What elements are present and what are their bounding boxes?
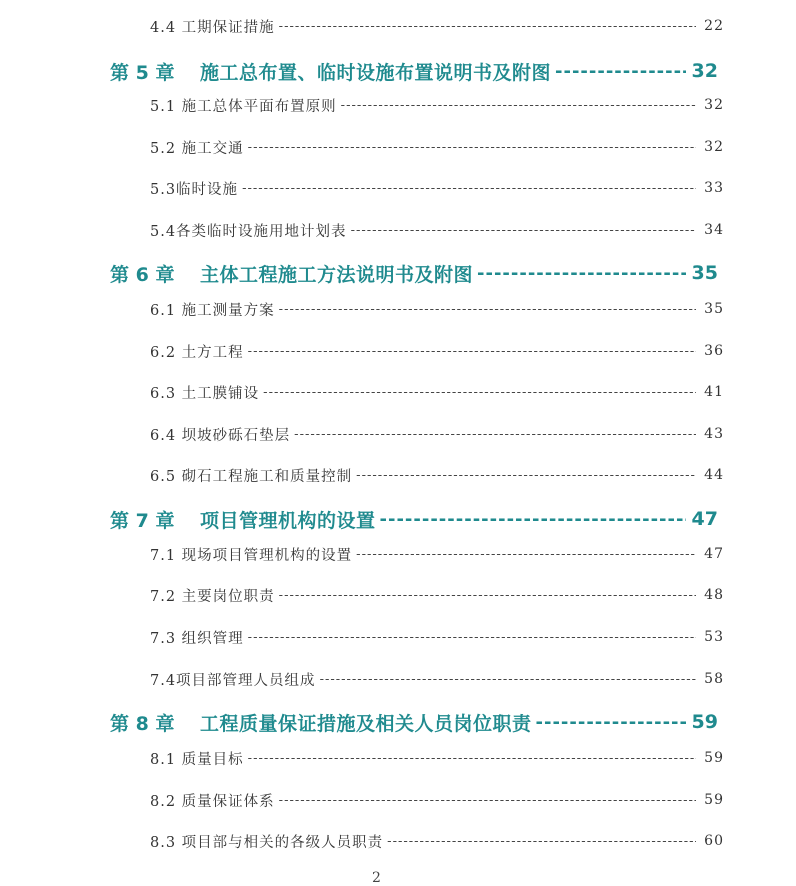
toc-chapter-number: 第 5 章 [110, 61, 175, 84]
toc-section-title: 8.1 质量目标 [150, 751, 244, 768]
toc-section-row [0, 625, 796, 649]
toc-page-number: 33 [704, 180, 724, 196]
toc-chapter-title: 主体工程施工方法说明书及附图 [200, 263, 474, 286]
toc-section-row [0, 788, 796, 812]
toc-leader [555, 60, 686, 82]
footer-page-number: 2 [372, 870, 381, 886]
toc-leader [356, 546, 696, 562]
toc-section-row [0, 463, 796, 487]
toc-chapter-number: 第 8 章 [110, 712, 175, 735]
toc-section-title: 6.1 施工测量方案 [150, 302, 275, 319]
toc-section-title: 6.4 坝坡砂砾石垫层 [150, 427, 291, 444]
toc-leader [320, 671, 696, 687]
toc-chapter-row [0, 504, 796, 534]
toc-section-title: 5.4各类临时设施用地计划表 [150, 223, 347, 240]
toc-section-title: 7.3 组织管理 [150, 630, 244, 647]
toc-page-number: 43 [704, 426, 724, 442]
toc-section-title: 8.2 质量保证体系 [150, 793, 275, 810]
toc-leader [279, 18, 696, 34]
toc-page-number: 41 [704, 384, 724, 400]
toc-leader [279, 301, 696, 317]
toc-leader [248, 139, 696, 155]
toc-page-number: 22 [704, 18, 724, 34]
toc-leader [351, 222, 696, 238]
toc-leader [341, 97, 696, 113]
toc-section-row [0, 542, 796, 566]
toc-leader [294, 426, 696, 442]
toc-page-number: 47 [691, 508, 718, 530]
toc-section-title: 7.4项目部管理人员组成 [150, 672, 316, 689]
toc-leader [279, 587, 696, 603]
toc-section-row [0, 380, 796, 404]
toc-chapter-number: 第 6 章 [110, 263, 175, 286]
toc-page-number: 59 [704, 750, 724, 766]
toc-chapter-number: 第 7 章 [110, 509, 175, 532]
toc-section-row [0, 14, 796, 38]
toc-section-title: 7.1 现场项目管理机构的设置 [150, 547, 353, 564]
toc-page-number: 36 [704, 343, 724, 359]
toc-chapter-title: 工程质量保证措施及相关人员岗位职责 [200, 712, 532, 735]
toc-section-row [0, 135, 796, 159]
toc-leader [477, 262, 686, 284]
toc-section-title: 6.3 土工膜铺设 [150, 385, 260, 402]
toc-section-row [0, 297, 796, 321]
toc-leader [242, 180, 696, 196]
toc-page-number: 32 [704, 139, 724, 155]
toc-chapter-title: 施工总布置、临时设施布置说明书及附图 [200, 61, 552, 84]
toc-section-title: 5.2 施工交通 [150, 140, 244, 157]
toc-page-number: 44 [704, 467, 724, 483]
toc-leader [248, 750, 696, 766]
toc-page-number: 32 [691, 60, 718, 82]
toc-section-row [0, 746, 796, 770]
toc-section-title: 7.2 主要岗位职责 [150, 588, 275, 605]
toc-page-number: 60 [704, 833, 724, 849]
toc-leader [279, 792, 696, 808]
toc-page-number: 47 [704, 546, 724, 562]
toc-section-row [0, 176, 796, 200]
toc-page-number: 59 [691, 711, 718, 733]
toc-chapter-row [0, 56, 796, 86]
toc-section-title: 4.4 工期保证措施 [150, 19, 275, 36]
toc-section-row [0, 93, 796, 117]
toc-leader [387, 833, 696, 849]
toc-page-number: 48 [704, 587, 724, 603]
toc-chapter-row [0, 258, 796, 288]
toc-section-row [0, 422, 796, 446]
toc-leader [536, 711, 686, 733]
toc-section-title: 5.1 施工总体平面布置原则 [150, 98, 337, 115]
toc-section-row [0, 667, 796, 691]
toc-section-title: 8.3 项目部与相关的各级人员职责 [150, 834, 384, 851]
toc-section-row [0, 339, 796, 363]
toc-page-number: 35 [691, 262, 718, 284]
toc-section-row [0, 218, 796, 242]
toc-page-number: 35 [704, 301, 724, 317]
toc-chapter-title: 项目管理机构的设置 [200, 509, 376, 532]
toc-section-title: 6.5 砌石工程施工和质量控制 [150, 468, 353, 485]
toc-chapter-row [0, 707, 796, 737]
toc-page-number: 32 [704, 97, 724, 113]
toc-leader [248, 629, 696, 645]
toc-page-number: 53 [704, 629, 724, 645]
toc-leader [263, 384, 696, 400]
toc-leader [356, 467, 696, 483]
toc-section-row [0, 583, 796, 607]
toc-leader [248, 343, 696, 359]
toc-section-title: 6.2 土方工程 [150, 344, 244, 361]
toc-page-number: 34 [704, 222, 724, 238]
toc-leader [380, 508, 686, 530]
toc-page-number: 59 [704, 792, 724, 808]
toc-page-number: 58 [704, 671, 724, 687]
toc-section-title: 5.3临时设施 [150, 181, 239, 198]
toc-section-row [0, 829, 796, 853]
